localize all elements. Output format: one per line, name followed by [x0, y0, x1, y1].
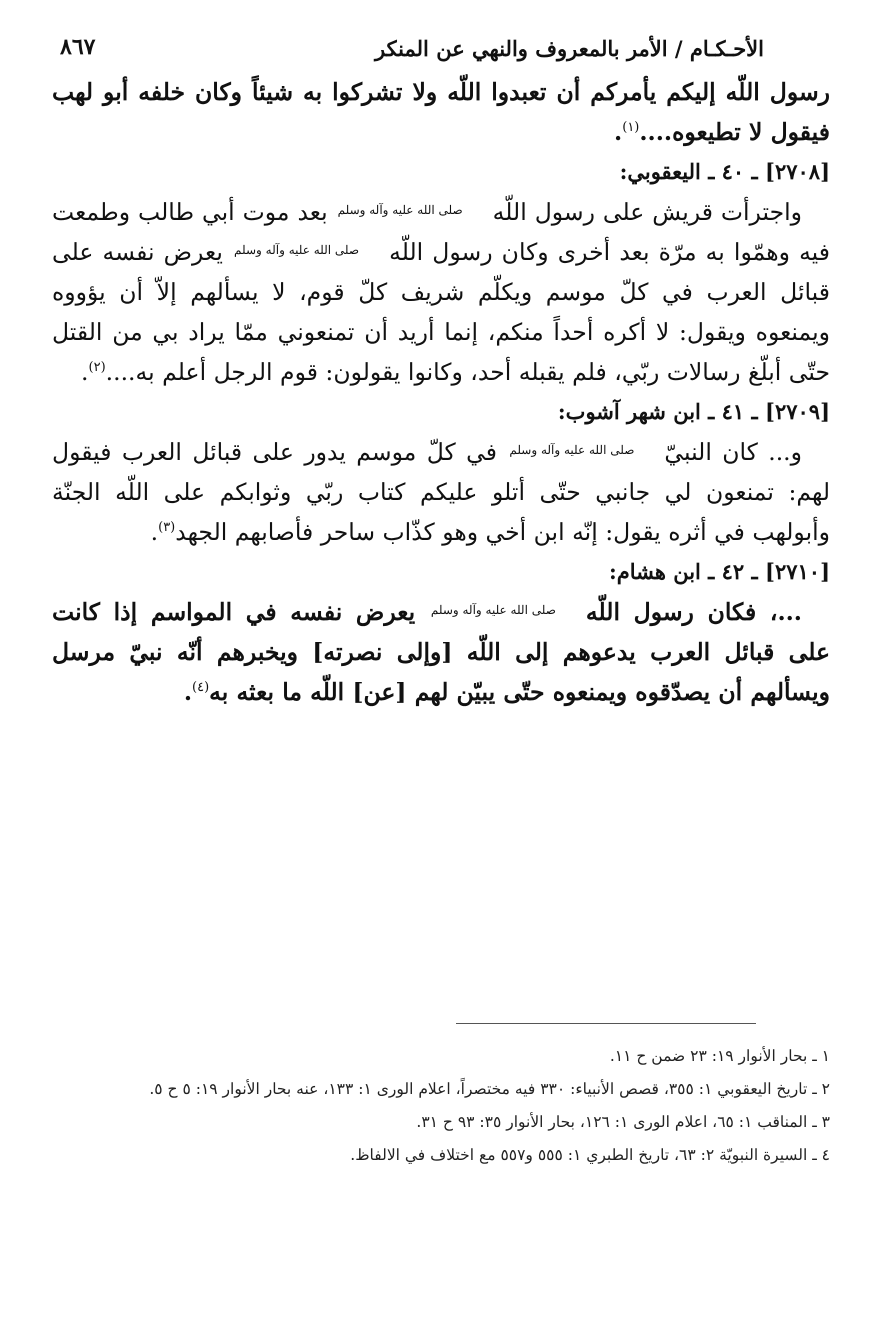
footnote-ref-1: (١) — [622, 120, 640, 136]
footnote-3: ٣ ـ المناقب ١: ٦٥، اعلام الورى ١: ١٢٦، بحار الأنوار ٣٥: ٩٣ ح ٣١. — [416, 1113, 830, 1131]
section-heading-2709: [٢٧٠٩] ـ ٤١ ـ ابن شهر آشوب: — [557, 399, 830, 424]
paragraph-text: بعد موت أبي طالب وطمعت فيه وهمّوا به مرّة بعد أخرى وكان رسول اللّه — [52, 198, 830, 266]
paragraph-continuation: رسول اللّه إليكم يأمركم أن تعبدوا اللّه ولا تشركوا به شيئاً وكان خلفه أبو لهب فيقول لا تطيعوه....$^{(١)}$. — [52, 78, 830, 146]
salutation-glyph: صلى الله عليه وآله وسلم — [509, 443, 635, 457]
page-number: ٨٦٧ — [60, 34, 96, 60]
paragraph-text: يعرض نفسه على قبائل العرب في كلّ موسم ويكلّم شريف كلّ قوم، لا يسألهم إلاّ أن يؤووه ويمنعوه ويقول: لا أكره أحداً منكم، إنما أريد أن تمنعوني ممّا يراد بي من القتل حتّى أبلّغ رسالات ربّي، فلم يقبله أحد، وكانوا يقولون: قوم الرجل أعلم به.... — [52, 238, 831, 386]
salutation-glyph: صلى الله عليه وآله وسلم — [430, 603, 556, 617]
paragraph-text: رسول اللّه إليكم يأمركم أن تعبدوا اللّه ولا تشركوا به شيئاً وكان خلفه أبو لهب فيقول لا تطيعوه.... — [52, 78, 830, 146]
salutation-glyph: صلى الله عليه وآله وسلم — [337, 203, 463, 217]
paragraph-ibn-hisham: ...، فكان رسول اللّهصلى الله عليه وآله وسلم يعرض نفسه في المواسم إذا كانت على قبائل العرب يدعوهم إلى اللّه [وإلى نصرته] ويخبرهم أنّه نبيّ مرسل ويسألهم أن يصدّقوه ويمنعوه حتّى يبيّن لهم [عن] اللّه ما بعثه به$^{(٤)}$. — [52, 598, 830, 706]
footnote-4: ٤ ـ السيرة النبويّة ٢: ٦٣، تاريخ الطبري ١: ٥٥٥ و٥٥٧ مع اختلاف في الالفاظ. — [350, 1146, 830, 1164]
footnote-separator — [456, 1023, 756, 1024]
footnote-ref-2: (٢) — [88, 360, 106, 376]
footnote-ref-3: (٣) — [158, 520, 176, 536]
footnote-1: ١ ـ بحار الأنوار ١٩: ٢٣ ضمن ح ١١. — [609, 1047, 830, 1065]
page-header — [60, 32, 764, 72]
footnote-2: ٢ ـ تاريخ اليعقوبي ١: ٣٥٥، قصص الأنبياء: ٣٣٠ فيه مختصراً، اعلام الورى ١: ١٣٣، عنه بحار الأنوار ١٩: ٥ ح ٥. — [149, 1080, 830, 1098]
page-body — [52, 72, 830, 712]
section-heading-2710: [٢٧١٠] ـ ٤٢ ـ ابن هشام: — [608, 559, 830, 584]
paragraph-text: ...، فكان رسول اللّه — [585, 598, 802, 626]
running-title: الأحـكـام / الأمر بالمعروف والنهي عن المنكر — [375, 36, 764, 61]
footnote-ref-4: (٤) — [192, 680, 210, 696]
paragraph-text: واجترأت قريش على رسول اللّه — [492, 198, 802, 226]
paragraph-text: يعرض نفسه في المواسم إذا كانت على قبائل العرب يدعوهم إلى اللّه [وإلى نصرته] ويخبرهم أنّه نبيّ مرسل ويسألهم أن يصدّقوه ويمنعوه حتّى يبيّن لهم [عن] اللّه ما بعثه به — [52, 598, 830, 706]
paragraph-text: و... كان النبيّ — [664, 438, 802, 466]
salutation-glyph: صلى الله عليه وآله وسلم — [234, 243, 360, 257]
paragraph-yaqubi: واجترأت قريش على رسول اللّهصلى الله عليه وآله وسلم بعد موت أبي طالب وطمعت فيه وهمّوا به مرّة بعد أخرى وكان رسول اللّهصلى الله عليه وآله وسلم يعرض نفسه على قبائل العرب في كلّ موسم ويكلّم شريف كلّ قوم، لا يسألهم إلاّ أن يؤووه ويمنعوه ويقول: لا أكره أحداً منكم، إنما أريد أن تمنعوني ممّا يراد بي من القتل حتّى أبلّغ رسالات ربّي، فلم يقبله أحد، وكانوا يقولون: قوم الرجل أعلم به....$^{(٢)}$. — [52, 198, 831, 386]
paragraph-ibn-shahr-ashub: و... كان النبيّصلى الله عليه وآله وسلم في كلّ موسم يدور على قبائل العرب فيقول لهم: تمنعون لي جانبي حتّى أتلو عليكم كتاب ربّي وثوابكم على اللّه الجنّة وأبولهب في أثره يقول: إنّه ابن أخي وهو كذّاب ساحر فأصابهم الجهد$^{(٣)}$. — [52, 438, 830, 546]
footnotes — [52, 1040, 830, 1172]
paragraph-text: في كلّ موسم يدور على قبائل العرب فيقول لهم: تمنعون لي جانبي حتّى أتلو عليكم كتاب ربّي وثوابكم على اللّه الجنّة وأبولهب في أثره يقول: إنّه ابن أخي وهو كذّاب ساحر فأصابهم الجهد — [52, 438, 830, 546]
section-heading-2708: [٢٧٠٨] ـ ٤٠ ـ اليعقوبي: — [619, 159, 830, 184]
